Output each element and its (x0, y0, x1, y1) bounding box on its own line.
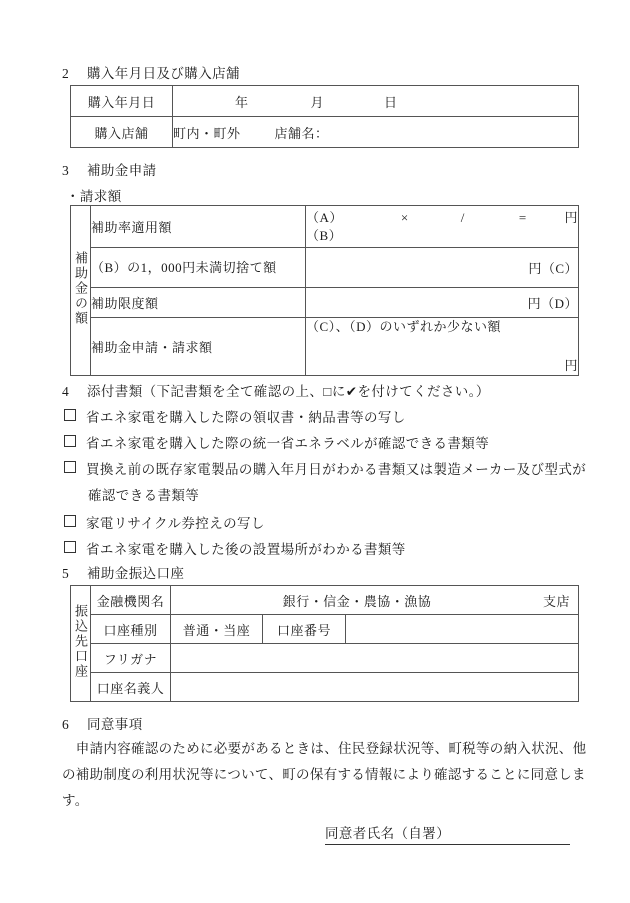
formula-a: （A） (306, 209, 343, 225)
signature-field[interactable] (325, 822, 570, 845)
attachment-label: 家電リサイクル券控えの写し (86, 516, 265, 531)
attachment-checkbox-row-5[interactable] (64, 538, 406, 558)
subsidy-vertical-label: 補助金の額 (71, 206, 91, 376)
branch-label: 支店 (543, 593, 571, 609)
bank-name-label: 金融機関名 (91, 586, 171, 615)
furigana-value[interactable] (171, 644, 579, 673)
formula-equals: = (518, 209, 527, 225)
bank-type-options[interactable]: 銀行・信金・農協・漁協 (282, 593, 432, 609)
purchase-shop-value[interactable] (173, 117, 579, 148)
bank-account-table (70, 585, 579, 702)
formula-slash: / (460, 209, 465, 225)
checkbox-icon[interactable] (64, 461, 76, 473)
consent-paragraph (62, 736, 586, 814)
section-number: 5 (62, 566, 69, 581)
checkbox-icon[interactable] (64, 541, 76, 553)
subsidy-bullet-label: ・請求額 (66, 189, 122, 204)
table-row (71, 206, 579, 248)
attachment-label-continued: 確認できる書類等 (88, 488, 200, 503)
section-heading-subsidy (62, 159, 157, 179)
checkbox-icon[interactable] (64, 515, 76, 527)
year-label: 年 (235, 94, 249, 110)
subsidy-claim-label: 補助金申請・請求額 (91, 318, 306, 376)
table-row (71, 318, 579, 376)
table-row (71, 586, 579, 615)
section-title: 補助金振込口座 (87, 566, 185, 581)
attachment-checkbox-row-4[interactable] (64, 512, 265, 532)
signature-label: 同意者氏名（自署） (325, 826, 451, 841)
section-title: 同意事項 (87, 717, 143, 732)
consent-line-3: す。 (62, 793, 89, 808)
formula-b: （B） (306, 227, 343, 243)
section-number: 6 (62, 717, 69, 732)
section-heading-account (62, 562, 184, 582)
attachment-label: 省エネ家電を購入した後の設置場所がわかる書類等 (86, 542, 406, 557)
section-heading-purchase (62, 62, 240, 82)
section-heading-consent (62, 713, 143, 733)
subsidy-rate-value[interactable] (306, 206, 579, 248)
attachment-label: 買換え前の既存家電製品の購入年月日がわかる書類又は製造メーカー及び型式が (86, 462, 587, 477)
subsidy-limit-unit: 円（D） (527, 296, 578, 311)
section-title: 購入年月日及び購入店舗 (87, 66, 240, 81)
subsidy-amount-table (70, 205, 579, 376)
subsidy-rate-label: 補助率適用額 (91, 206, 306, 248)
subsidy-limit-value[interactable] (306, 288, 579, 318)
formula-unit: 円 (564, 209, 578, 225)
table-row (71, 615, 579, 644)
table-row (71, 117, 579, 148)
purchase-table (70, 85, 579, 148)
account-number-value[interactable] (346, 615, 579, 644)
attachment-label: 省エネ家電を購入した際の統一省エネラベルが確認できる書類等 (86, 436, 490, 451)
account-vertical-label: 振込先口座 (71, 586, 91, 702)
shop-area-choice[interactable]: 町内・町外 (173, 125, 241, 141)
section-number: 4 (62, 384, 69, 399)
checkbox-icon[interactable] (64, 409, 76, 421)
subsidy-limit-label: 補助限度額 (91, 288, 306, 318)
table-row (71, 673, 579, 702)
furigana-label: フリガナ (91, 644, 171, 673)
bank-name-value[interactable] (171, 586, 579, 615)
subsidy-roundown-unit: 円（C） (528, 261, 578, 276)
subsidy-roundown-label: （B）の1，000円未満切捨て額 (91, 248, 306, 288)
subsidy-claim-note: （C）、（D）のいずれか少ない額 (306, 319, 502, 335)
account-holder-value[interactable] (171, 673, 579, 702)
subsidy-claim-value[interactable] (306, 318, 579, 376)
section-title: 添付書類（下記書類を全て確認の上、□に✔を付けてください。） (87, 384, 490, 399)
purchase-date-value[interactable] (173, 86, 579, 117)
account-number-label: 口座番号 (263, 615, 346, 644)
account-type-value[interactable]: 普通・当座 (171, 615, 263, 644)
section-number: 2 (62, 66, 69, 81)
formula-times: × (400, 209, 409, 225)
subsidy-claim-unit: 円 (564, 357, 578, 373)
subsidy-roundown-value[interactable] (306, 248, 579, 288)
day-label: 日 (384, 94, 398, 110)
consent-line-2: の補助制度の利用状況等について、町の保有する情報により確認することに同意しま (62, 767, 586, 782)
shop-name-label: 店舗名： (274, 125, 329, 141)
month-label: 月 (310, 94, 325, 110)
section-heading-attachments (62, 380, 490, 400)
attachment-checkbox-row-3[interactable] (64, 458, 586, 478)
purchase-shop-label: 購入店舗 (71, 117, 173, 148)
section-title: 補助金申請 (87, 163, 157, 178)
account-type-label: 口座種別 (91, 615, 171, 644)
attachment-checkbox-row-1[interactable] (64, 406, 406, 426)
section-number: 3 (62, 163, 69, 178)
table-row (71, 248, 579, 288)
account-holder-label: 口座名義人 (91, 673, 171, 702)
table-row (71, 644, 579, 673)
consent-line-1: 申請内容確認のために必要があるときは、住民登録状況等、町税等の納入状況、他 (62, 741, 587, 756)
attachment-label: 省エネ家電を購入した際の領収書・納品書等の写し (86, 410, 406, 425)
attachment-checkbox-row-2[interactable] (64, 432, 489, 452)
table-row (71, 86, 579, 117)
purchase-date-label: 購入年月日 (71, 86, 173, 117)
checkbox-icon[interactable] (64, 435, 76, 447)
table-row (71, 288, 579, 318)
